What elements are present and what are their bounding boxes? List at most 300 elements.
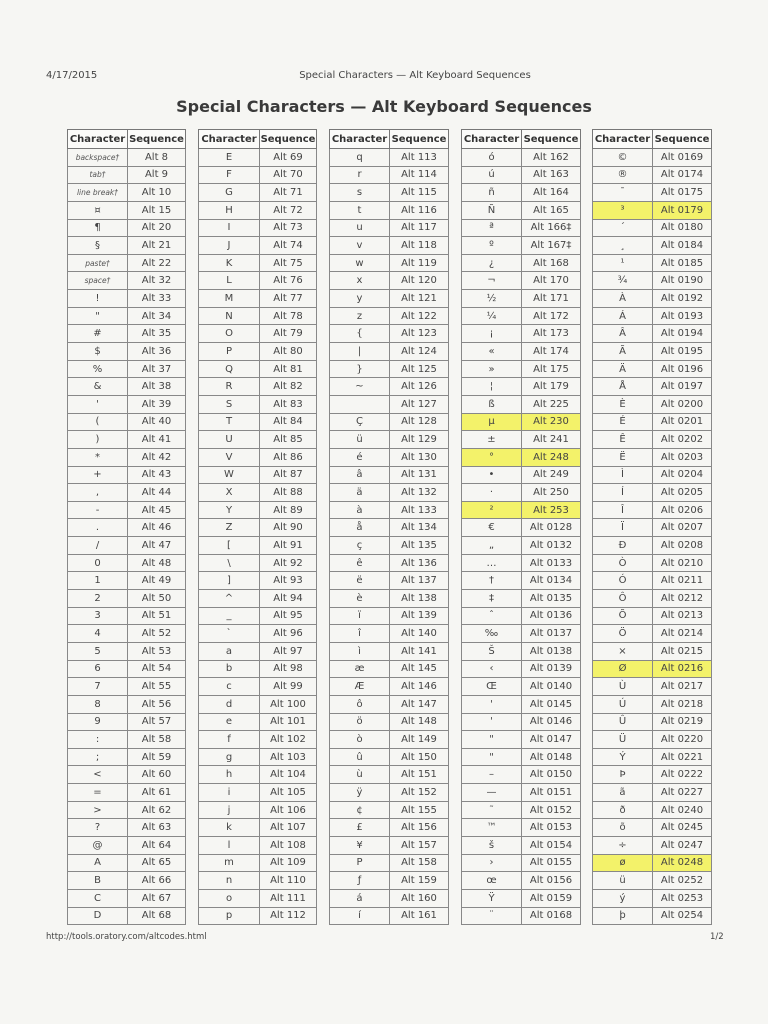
table-row xyxy=(593,713,712,731)
character-cell: ã xyxy=(593,784,653,802)
table-row xyxy=(462,907,581,925)
table-row xyxy=(68,713,186,731)
table-row xyxy=(593,819,712,837)
sequence-cell: Alt 0147 xyxy=(522,731,581,749)
table-row xyxy=(68,466,186,484)
table-row xyxy=(330,519,449,537)
sequence-cell: Alt 22 xyxy=(128,254,186,272)
table-row xyxy=(330,801,449,819)
table-row xyxy=(68,290,186,308)
character-cell: \ xyxy=(199,554,260,572)
character-cell: ª xyxy=(462,219,522,237)
table-row xyxy=(462,519,581,537)
sequence-cell: Alt 127 xyxy=(390,395,449,413)
table-row xyxy=(330,854,449,872)
character-cell: z xyxy=(330,307,390,325)
character-cell: F xyxy=(199,166,260,184)
sequence-cell: Alt 0190 xyxy=(653,272,712,290)
character-cell: ú xyxy=(462,166,522,184)
sequence-cell: Alt 156 xyxy=(390,819,449,837)
sequence-cell: Alt 0137 xyxy=(522,625,581,643)
table-row xyxy=(199,378,317,396)
sequence-cell: Alt 145 xyxy=(390,660,449,678)
sequence-cell: Alt 157 xyxy=(390,836,449,854)
table-row xyxy=(68,431,186,449)
table-row xyxy=(593,254,712,272)
sequence-cell: Alt 9 xyxy=(128,166,186,184)
table-row xyxy=(68,695,186,713)
table-row xyxy=(199,713,317,731)
character-cell: ñ xyxy=(462,184,522,202)
table-row xyxy=(330,625,449,643)
table-row xyxy=(593,307,712,325)
table-row xyxy=(462,819,581,837)
column-header-character: Character xyxy=(330,130,390,149)
character-cell: ® xyxy=(593,166,653,184)
character-cell: G xyxy=(199,184,260,202)
table-row xyxy=(68,642,186,660)
sequence-cell: Alt 149 xyxy=(390,731,449,749)
table-row xyxy=(462,166,581,184)
sequence-cell: Alt 0254 xyxy=(653,907,712,925)
table-row xyxy=(330,413,449,431)
table-row xyxy=(330,748,449,766)
character-cell: ƒ xyxy=(330,872,390,890)
character-cell: Ö xyxy=(593,625,653,643)
table-row xyxy=(462,201,581,219)
character-cell: Ï xyxy=(593,519,653,537)
sequence-cell: Alt 90 xyxy=(260,519,317,537)
table-row xyxy=(68,237,186,255)
alt-code-table-3 xyxy=(329,129,449,925)
character-cell: Ç xyxy=(330,413,390,431)
sequence-cell: Alt 67 xyxy=(128,889,186,907)
sequence-cell: Alt 79 xyxy=(260,325,317,343)
table-row xyxy=(462,607,581,625)
sequence-cell: Alt 151 xyxy=(390,766,449,784)
sequence-cell: Alt 42 xyxy=(128,448,186,466)
character-cell: Ø xyxy=(593,660,653,678)
sequence-cell: Alt 0155 xyxy=(522,854,581,872)
sequence-cell: Alt 0140 xyxy=(522,678,581,696)
sequence-cell: Alt 63 xyxy=(128,819,186,837)
sequence-cell: Alt 225 xyxy=(522,395,581,413)
sequence-cell: Alt 170 xyxy=(522,272,581,290)
sequence-cell: Alt 0213 xyxy=(653,607,712,625)
table-row xyxy=(330,307,449,325)
table-row xyxy=(593,448,712,466)
character-cell: e xyxy=(199,713,260,731)
table-row xyxy=(462,378,581,396)
sequence-cell: Alt 0212 xyxy=(653,590,712,608)
table-row xyxy=(462,660,581,678)
sequence-cell: Alt 0132 xyxy=(522,537,581,555)
sequence-cell: Alt 45 xyxy=(128,501,186,519)
character-cell: · xyxy=(462,484,522,502)
character-cell: ¹ xyxy=(593,254,653,272)
character-cell: æ xyxy=(330,660,390,678)
table-row xyxy=(462,466,581,484)
table-row xyxy=(199,907,317,925)
column-header-character: Character xyxy=(593,130,653,149)
sequence-cell: Alt 159 xyxy=(390,872,449,890)
column-header-character: Character xyxy=(462,130,522,149)
table-row xyxy=(462,642,581,660)
table-row xyxy=(68,819,186,837)
sequence-cell: Alt 73 xyxy=(260,219,317,237)
table-row xyxy=(330,660,449,678)
sequence-cell: Alt 0145 xyxy=(522,695,581,713)
character-cell: ô xyxy=(330,695,390,713)
sequence-cell: Alt 0136 xyxy=(522,607,581,625)
alt-code-table-4 xyxy=(461,129,581,925)
character-cell: ë xyxy=(330,572,390,590)
table-row xyxy=(330,889,449,907)
sequence-cell: Alt 83 xyxy=(260,395,317,413)
character-cell: { xyxy=(330,325,390,343)
table-row xyxy=(330,642,449,660)
sequence-cell: Alt 118 xyxy=(390,237,449,255)
table-row xyxy=(199,466,317,484)
character-cell: õ xyxy=(593,819,653,837)
character-cell: ½ xyxy=(462,290,522,308)
character-cell: U xyxy=(199,431,260,449)
sequence-cell: Alt 121 xyxy=(390,290,449,308)
table-row xyxy=(199,484,317,502)
character-cell: 3 xyxy=(68,607,128,625)
table-row xyxy=(199,784,317,802)
sequence-cell: Alt 165 xyxy=(522,201,581,219)
character-cell: é xyxy=(330,448,390,466)
character-cell: n xyxy=(199,872,260,890)
character-cell: " xyxy=(68,307,128,325)
character-cell: E xyxy=(199,149,260,167)
table-row xyxy=(593,395,712,413)
character-cell: Í xyxy=(593,484,653,502)
character-cell: 4 xyxy=(68,625,128,643)
table-row xyxy=(68,325,186,343)
character-cell: tab† xyxy=(68,166,128,184)
character-cell: ¡ xyxy=(462,325,522,343)
table-row xyxy=(199,184,317,202)
sequence-cell: Alt 86 xyxy=(260,448,317,466)
sequence-cell: Alt 0220 xyxy=(653,731,712,749)
table-row xyxy=(462,219,581,237)
sequence-cell: Alt 0195 xyxy=(653,343,712,361)
sequence-cell: Alt 253 xyxy=(522,501,581,519)
character-cell: v xyxy=(330,237,390,255)
table-row xyxy=(330,254,449,272)
table-row xyxy=(593,678,712,696)
character-cell: p xyxy=(199,907,260,925)
table-row xyxy=(593,872,712,890)
sequence-cell: Alt 62 xyxy=(128,801,186,819)
sequence-cell: Alt 0245 xyxy=(653,819,712,837)
table-row xyxy=(593,519,712,537)
table-row xyxy=(68,448,186,466)
sequence-cell: Alt 0128 xyxy=(522,519,581,537)
character-cell: t xyxy=(330,201,390,219)
table-row xyxy=(330,836,449,854)
character-cell: ¬ xyxy=(462,272,522,290)
table-row xyxy=(593,219,712,237)
character-cell: ~ xyxy=(330,378,390,396)
table-row xyxy=(199,801,317,819)
sequence-cell: Alt 0175 xyxy=(653,184,712,202)
sequence-cell: Alt 0222 xyxy=(653,766,712,784)
sequence-cell: Alt 0139 xyxy=(522,660,581,678)
table-row xyxy=(68,836,186,854)
character-cell: 1 xyxy=(68,572,128,590)
table-row xyxy=(593,184,712,202)
character-cell: J xyxy=(199,237,260,255)
table-row xyxy=(462,184,581,202)
character-cell: ì xyxy=(330,642,390,660)
character-cell: Z xyxy=(199,519,260,537)
sequence-cell: Alt 52 xyxy=(128,625,186,643)
character-cell: í xyxy=(330,907,390,925)
sequence-cell: Alt 32 xyxy=(128,272,186,290)
table-row xyxy=(593,290,712,308)
sequence-cell: Alt 167‡ xyxy=(522,237,581,255)
table-row xyxy=(593,907,712,925)
table-row xyxy=(593,501,712,519)
character-cell: Ò xyxy=(593,554,653,572)
table-row xyxy=(593,201,712,219)
table-row xyxy=(330,731,449,749)
character-cell: < xyxy=(68,766,128,784)
table-row xyxy=(462,713,581,731)
character-cell: N xyxy=(199,307,260,325)
sequence-cell: Alt 0194 xyxy=(653,325,712,343)
character-cell: Ú xyxy=(593,695,653,713)
sequence-cell: Alt 109 xyxy=(260,854,317,872)
character-cell: Ó xyxy=(593,572,653,590)
table-row xyxy=(462,766,581,784)
table-row xyxy=(330,219,449,237)
character-cell: è xyxy=(330,590,390,608)
sequence-cell: Alt 21 xyxy=(128,237,186,255)
character-cell: … xyxy=(462,554,522,572)
sequence-cell: Alt 249 xyxy=(522,466,581,484)
sequence-cell: Alt 43 xyxy=(128,466,186,484)
character-cell: © xyxy=(593,149,653,167)
character-cell: } xyxy=(330,360,390,378)
table-row xyxy=(68,889,186,907)
sequence-cell: Alt 40 xyxy=(128,413,186,431)
table-row xyxy=(68,484,186,502)
character-cell xyxy=(330,395,390,413)
sequence-cell: Alt 0151 xyxy=(522,784,581,802)
character-cell: Ð xyxy=(593,537,653,555)
sequence-cell: Alt 0201 xyxy=(653,413,712,431)
character-cell: ¸ xyxy=(593,237,653,255)
character-cell: ‰ xyxy=(462,625,522,643)
table-row xyxy=(199,731,317,749)
sequence-cell: Alt 82 xyxy=(260,378,317,396)
table-row xyxy=(330,325,449,343)
character-cell: # xyxy=(68,325,128,343)
character-cell: & xyxy=(68,378,128,396)
sequence-cell: Alt 0248 xyxy=(653,854,712,872)
sequence-cell: Alt 50 xyxy=(128,590,186,608)
sequence-cell: Alt 81 xyxy=(260,360,317,378)
sequence-cell: Alt 0208 xyxy=(653,537,712,555)
sequence-cell: Alt 56 xyxy=(128,695,186,713)
table-row xyxy=(462,854,581,872)
print-date: 4/17/2015 xyxy=(46,70,98,81)
table-row xyxy=(330,907,449,925)
table-row xyxy=(330,272,449,290)
character-cell: † xyxy=(462,572,522,590)
table-row xyxy=(462,748,581,766)
sequence-cell: Alt 84 xyxy=(260,413,317,431)
table-row xyxy=(199,854,317,872)
character-cell: a xyxy=(199,642,260,660)
sequence-cell: Alt 57 xyxy=(128,713,186,731)
sequence-cell: Alt 0202 xyxy=(653,431,712,449)
sequence-cell: Alt 44 xyxy=(128,484,186,502)
sequence-cell: Alt 150 xyxy=(390,748,449,766)
table-row xyxy=(462,554,581,572)
sequence-cell: Alt 51 xyxy=(128,607,186,625)
table-row xyxy=(199,307,317,325)
character-cell: Q xyxy=(199,360,260,378)
character-cell: 6 xyxy=(68,660,128,678)
sequence-cell: Alt 241 xyxy=(522,431,581,449)
character-cell: B xyxy=(68,872,128,890)
character-cell: ù xyxy=(330,766,390,784)
character-cell: [ xyxy=(199,537,260,555)
sequence-cell: Alt 78 xyxy=(260,307,317,325)
sequence-cell: Alt 69 xyxy=(260,149,317,167)
character-cell: ‹ xyxy=(462,660,522,678)
sequence-cell: Alt 0210 xyxy=(653,554,712,572)
table-row xyxy=(68,854,186,872)
table-row xyxy=(593,731,712,749)
sequence-cell: Alt 75 xyxy=(260,254,317,272)
character-cell: X xyxy=(199,484,260,502)
character-cell: 2 xyxy=(68,590,128,608)
character-cell: f xyxy=(199,731,260,749)
table-row xyxy=(593,237,712,255)
table-row xyxy=(462,801,581,819)
character-cell: µ xyxy=(462,413,522,431)
table-row xyxy=(68,360,186,378)
character-cell: D xyxy=(68,907,128,925)
sequence-cell: Alt 119 xyxy=(390,254,449,272)
table-row xyxy=(330,448,449,466)
table-row xyxy=(68,501,186,519)
sequence-cell: Alt 91 xyxy=(260,537,317,555)
table-row xyxy=(593,784,712,802)
sequence-cell: Alt 161 xyxy=(390,907,449,925)
sequence-cell: Alt 0174 xyxy=(653,166,712,184)
sequence-cell: Alt 87 xyxy=(260,466,317,484)
table-row xyxy=(199,819,317,837)
character-cell: ¦ xyxy=(462,378,522,396)
table-row xyxy=(68,307,186,325)
sequence-cell: Alt 0211 xyxy=(653,572,712,590)
sequence-cell: Alt 88 xyxy=(260,484,317,502)
sequence-cell: Alt 136 xyxy=(390,554,449,572)
table-row xyxy=(199,272,317,290)
character-cell: ‡ xyxy=(462,590,522,608)
sequence-cell: Alt 70 xyxy=(260,166,317,184)
sequence-cell: Alt 162 xyxy=(522,149,581,167)
table-row xyxy=(330,378,449,396)
character-cell: M xyxy=(199,290,260,308)
table-row xyxy=(68,801,186,819)
sequence-cell: Alt 106 xyxy=(260,801,317,819)
character-cell: 5 xyxy=(68,642,128,660)
sequence-cell: Alt 155 xyxy=(390,801,449,819)
character-cell: Â xyxy=(593,325,653,343)
table-row xyxy=(462,625,581,643)
table-row xyxy=(330,537,449,555)
character-cell: å xyxy=(330,519,390,537)
alt-code-table-5 xyxy=(592,129,712,925)
table-row xyxy=(199,237,317,255)
page-number: 1/2 xyxy=(710,932,724,942)
character-cell: r xyxy=(330,166,390,184)
character-cell: > xyxy=(68,801,128,819)
sequence-cell: Alt 179 xyxy=(522,378,581,396)
sequence-cell: Alt 0253 xyxy=(653,889,712,907)
table-row xyxy=(462,678,581,696)
column-header-sequence: Sequence xyxy=(390,130,449,149)
column-header-sequence: Sequence xyxy=(128,130,186,149)
table-row xyxy=(593,695,712,713)
sequence-cell: Alt 35 xyxy=(128,325,186,343)
character-cell: Þ xyxy=(593,766,653,784)
character-cell: È xyxy=(593,395,653,413)
table-row xyxy=(462,590,581,608)
character-cell: Ë xyxy=(593,448,653,466)
sequence-cell: Alt 97 xyxy=(260,642,317,660)
character-cell: Œ xyxy=(462,678,522,696)
sequence-cell: Alt 99 xyxy=(260,678,317,696)
sequence-cell: Alt 85 xyxy=(260,431,317,449)
sequence-cell: Alt 123 xyxy=(390,325,449,343)
sequence-cell: Alt 0204 xyxy=(653,466,712,484)
table-row xyxy=(462,731,581,749)
character-cell: S xyxy=(199,395,260,413)
page-title: Special Characters — Alt Keyboard Sequences xyxy=(176,97,592,116)
character-cell: º xyxy=(462,237,522,255)
character-cell: _ xyxy=(199,607,260,625)
table-row xyxy=(593,766,712,784)
table-row xyxy=(199,219,317,237)
character-cell: ' xyxy=(462,713,522,731)
table-row xyxy=(330,607,449,625)
table-row xyxy=(593,642,712,660)
character-cell: V xyxy=(199,448,260,466)
table-row xyxy=(68,660,186,678)
table-row xyxy=(462,501,581,519)
table-row xyxy=(68,149,186,167)
character-cell: R xyxy=(199,378,260,396)
sequence-cell: Alt 74 xyxy=(260,237,317,255)
sequence-cell: Alt 137 xyxy=(390,572,449,590)
table-row xyxy=(462,254,581,272)
character-cell: ° xyxy=(462,448,522,466)
sequence-cell: Alt 0185 xyxy=(653,254,712,272)
table-row xyxy=(68,254,186,272)
character-cell: W xyxy=(199,466,260,484)
print-header-title: Special Characters — Alt Keyboard Sequences xyxy=(299,70,531,81)
character-cell: . xyxy=(68,519,128,537)
